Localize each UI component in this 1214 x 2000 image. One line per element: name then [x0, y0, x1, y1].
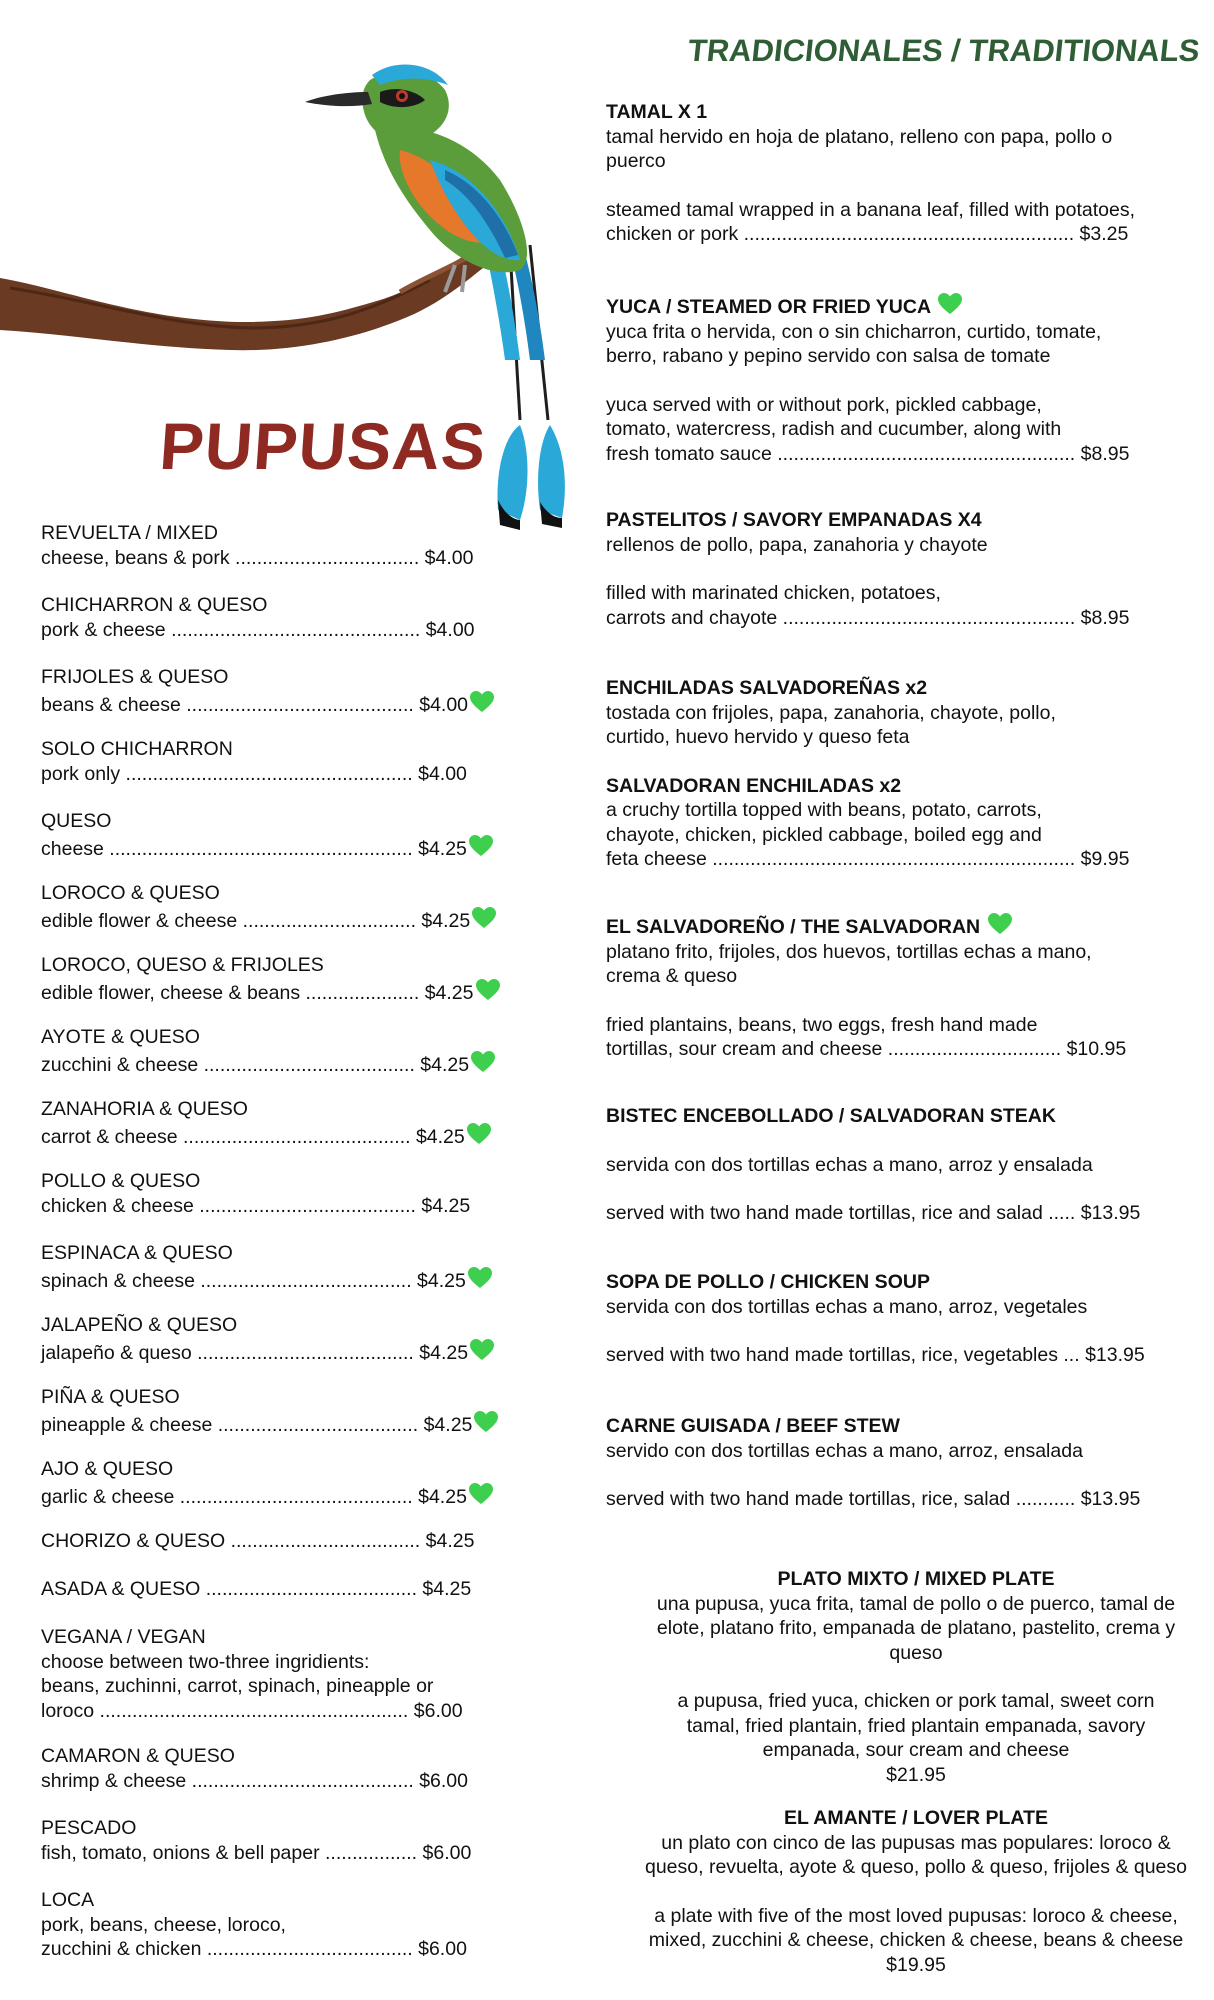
item-description: steamed tamal wrapped in a banana leaf, filled with potatoes, [606, 198, 1135, 221]
green-heart-icon [987, 912, 1013, 936]
item-description: feta cheese ................................................................... $9.95 [606, 848, 1130, 870]
menu-item-pastelitos [606, 508, 1196, 630]
item-name: BISTEC ENCEBOLLADO / SALVADORAN STEAK [606, 1105, 1056, 1127]
item-description: carrot & cheese .......................................... $4.25 [41, 1125, 465, 1148]
item-name: AJO & QUESO [41, 1458, 174, 1480]
item-description: zucchini & chicken ...................................... $6.00 [41, 1938, 467, 1960]
item-description: choose between two-three ingridients: [41, 1650, 370, 1673]
item-description: servido con dos tortillas echas a mano, arroz, ensalada [606, 1439, 1083, 1462]
menu-item-loroco-queso [41, 881, 531, 933]
item-description: berro, rabano y pepino servido con salsa de tomate [606, 345, 1051, 367]
item-description: fresh tomato sauce ....................................................... $8.95 [606, 442, 1130, 465]
item-description: platano frito, frijoles, dos huevos, tortillas echas a mano, [606, 940, 1092, 963]
item-price: $19.95 [886, 1953, 946, 1976]
green-heart-icon [468, 1482, 494, 1506]
item-description: served with two hand made tortillas, rice and salad ..... $13.95 [606, 1202, 1141, 1224]
item-name: PESCADO [41, 1817, 137, 1839]
item-name: ENCHILADAS SALVADOREÑAS x2 [606, 677, 928, 699]
menu-item-plato-mixto [626, 1567, 1206, 1787]
menu-item-loca [41, 1888, 531, 1962]
green-heart-icon [468, 834, 494, 858]
menu-item-jalapeno-queso [41, 1313, 531, 1365]
menu-item-asada-queso [41, 1577, 531, 1602]
item-name: LOCA [41, 1889, 95, 1911]
menu-item-vegana [41, 1625, 531, 1723]
item-description: una pupusa, yuca frita, tamal de pollo o de puerco, tamal de [656, 1592, 1176, 1615]
menu-item-revuelta [41, 521, 531, 570]
item-description: fish, tomato, onions & bell paper ................. $6.00 [41, 1841, 472, 1864]
item-description: edible flower & cheese ................................ $4.25 [41, 909, 471, 932]
item-name: PASTELITOS / SAVORY EMPANADAS X4 [606, 509, 982, 531]
green-heart-icon [466, 1122, 492, 1146]
item-description: garlic & cheese ........................................... $4.25 [41, 1485, 467, 1508]
item-price: $21.95 [886, 1763, 946, 1786]
item-name: EL AMANTE / LOVER PLATE [784, 1807, 1048, 1829]
item-description: cheese, beans & pork .................................. $4.00 [41, 546, 474, 569]
menu-item-chicharron-queso [41, 593, 531, 642]
item-description: a cruchy tortilla topped with beans, potato, carrots, [606, 799, 1042, 821]
item-description: tamal, fried plantain, fried plantain empanada, savory [686, 1714, 1146, 1737]
item-description: un plato con cinco de las pupusas mas populares: loroco & [661, 1831, 1171, 1854]
menu-item-loroco-queso-frijoles [41, 953, 531, 1005]
item-name: CARNE GUISADA / BEEF STEW [606, 1415, 900, 1437]
item-name: REVUELTA / MIXED [41, 522, 218, 544]
item-description: spinach & cheese ....................................... $4.25 [41, 1269, 466, 1292]
item-description: chicken & cheese ........................................ $4.25 [41, 1194, 471, 1217]
item-description: shrimp & cheese ......................................... $6.00 [41, 1769, 468, 1792]
item-description: servida con dos tortillas echas a mano, arroz y ensalada [606, 1153, 1093, 1176]
green-heart-icon [469, 690, 495, 714]
menu-item-carne-guisada [606, 1414, 1196, 1512]
item-description: pork only ..................................................... $4.00 [41, 762, 467, 785]
menu-item-camaron-queso [41, 1744, 531, 1793]
item-description: pork & cheese .............................................. $4.00 [41, 618, 475, 641]
item-name: QUESO [41, 810, 112, 832]
item-description: zucchini & cheese ....................................... $4.25 [41, 1053, 470, 1076]
item-description: pineapple & cheese ..................................... $4.25 [41, 1413, 473, 1436]
item-description: curtido, huevo hervido y queso feta [606, 726, 910, 748]
menu-item-bistec [606, 1104, 1196, 1226]
item-description: pork, beans, cheese, loroco, [41, 1913, 286, 1936]
item-name: YUCA / STEAMED OR FRIED YUCA [606, 296, 931, 318]
item-description: crema & queso [606, 965, 738, 987]
menu-item-frijoles-queso [41, 665, 531, 717]
menu-item-el-salvadoreno [606, 912, 1196, 1062]
menu-item-chorizo-queso [41, 1529, 531, 1554]
item-name: EL SALVADOREÑO / THE SALVADORAN [606, 916, 981, 938]
item-name: FRIJOLES & QUESO [41, 666, 229, 688]
menu-item-tamal [606, 100, 1196, 247]
green-heart-icon [467, 1266, 493, 1290]
item-description: served with two hand made tortillas, rice, salad ........... $13.95 [606, 1488, 1141, 1510]
item-description: puerco [606, 150, 666, 172]
menu-item-zanahoria-queso [41, 1097, 531, 1149]
item-description: chayote, chicken, pickled cabbage, boiled egg and [606, 823, 1042, 846]
item-name: SOLO CHICHARRON [41, 738, 233, 760]
pupusas-section-title: PUPUSAS [157, 409, 489, 483]
item-name: PIÑA & QUESO [41, 1386, 180, 1408]
menu-item-ajo-queso [41, 1457, 531, 1509]
item-description: tamal hervido en hoja de platano, relleno con papa, pollo o [606, 125, 1113, 148]
item-name: ESPINACA & QUESO [41, 1242, 233, 1264]
item-description: carrots and chayote ...................................................... $8.95 [606, 606, 1130, 629]
item-description: yuca served with or without pork, pickled cabbage, [606, 393, 1042, 416]
item-description: served with two hand made tortillas, rice, vegetables ... $13.95 [606, 1344, 1145, 1366]
menu-item-yuca [606, 292, 1196, 466]
item-description: a plate with five of the most loved pupusas: loroco & cheese, [654, 1904, 1178, 1927]
item-description: filled with marinated chicken, potatoes, [606, 582, 941, 604]
menu-item-espinaca-queso [41, 1241, 531, 1293]
item-description: rellenos de pollo, papa, zanahoria y chayote [606, 533, 988, 556]
menu-item-queso [41, 809, 531, 861]
item-name: SALVADORAN ENCHILADAS x2 [606, 774, 902, 797]
item-description: queso [889, 1641, 943, 1664]
item-name: CHICHARRON & QUESO [41, 594, 268, 616]
item-description: queso, revuelta, ayote & queso, pollo & queso, frijoles & queso [644, 1856, 1187, 1878]
item-description: beans & cheese .......................................... $4.00 [41, 693, 469, 716]
item-name: CAMARON & QUESO [41, 1745, 235, 1767]
item-name: LOROCO & QUESO [41, 882, 220, 904]
item-name: PLATO MIXTO / MIXED PLATE [777, 1568, 1055, 1590]
item-name: POLLO & QUESO [41, 1170, 201, 1192]
menu-item-enchiladas [606, 676, 1196, 872]
item-description: beans, zuchinni, carrot, spinach, pineapple or [41, 1675, 434, 1697]
item-description: elote, platano frito, empanada de platano, pastelito, crema y [656, 1617, 1176, 1639]
item-description: tomato, watercress, radish and cucumber, along with [606, 418, 1062, 440]
item-description: empanada, sour cream and cheese [762, 1739, 1070, 1761]
menu-item-el-amante [626, 1806, 1206, 1977]
item-name: SOPA DE POLLO / CHICKEN SOUP [606, 1271, 930, 1293]
item-name: CHORIZO & QUESO ................................... $4.25 [41, 1530, 475, 1552]
item-name: TAMAL X 1 [606, 101, 708, 123]
item-description: yuca frita o hervida, con o sin chicharron, curtido, tomate, [606, 320, 1102, 343]
menu-item-sopa-de-pollo [606, 1270, 1196, 1368]
item-description: edible flower, cheese & beans ..................... $4.25 [41, 981, 474, 1004]
green-heart-icon [473, 1410, 499, 1434]
menu-item-solo-chicharron [41, 737, 531, 786]
item-description: servida con dos tortillas echas a mano, arroz, vegetales [606, 1295, 1088, 1318]
menu-item-pollo-queso [41, 1169, 531, 1218]
item-description: fried plantains, beans, two eggs, fresh hand made [606, 1013, 1038, 1036]
menu-item-ayote-queso [41, 1025, 531, 1077]
green-heart-icon [475, 978, 501, 1002]
green-heart-icon [937, 292, 963, 316]
green-heart-icon [469, 1338, 495, 1362]
menu-item-pina-queso [41, 1385, 531, 1437]
item-name: ZANAHORIA & QUESO [41, 1098, 248, 1120]
item-description: jalapeño & queso ........................................ $4.25 [41, 1341, 469, 1364]
item-description: chicken or pork ............................................................. $3.25 [606, 223, 1129, 245]
item-description: tostada con frijoles, papa, zanahoria, chayote, pollo, [606, 701, 1056, 724]
green-heart-icon [471, 906, 497, 930]
item-description: mixed, zucchini & cheese, chicken & cheese, beans & cheese [648, 1929, 1184, 1951]
item-name: LOROCO, QUESO & FRIJOLES [41, 954, 324, 976]
item-description: tortillas, sour cream and cheese ................................ $10.95 [606, 1038, 1127, 1060]
item-name: VEGANA / VEGAN [41, 1626, 206, 1648]
item-description: a pupusa, fried yuca, chicken or pork tamal, sweet corn [677, 1690, 1155, 1712]
item-description: cheese ........................................................ $4.25 [41, 837, 467, 860]
item-description: loroco ......................................................... $6.00 [41, 1699, 463, 1722]
green-heart-icon [470, 1050, 496, 1074]
item-name: AYOTE & QUESO [41, 1026, 200, 1048]
traditionals-section-title: TRADICIONALES / TRADITIONALS [686, 33, 1202, 68]
item-name: JALAPEÑO & QUESO [41, 1314, 238, 1336]
menu-item-pescado [41, 1816, 531, 1865]
item-name: ASADA & QUESO ....................................... $4.25 [41, 1578, 472, 1600]
